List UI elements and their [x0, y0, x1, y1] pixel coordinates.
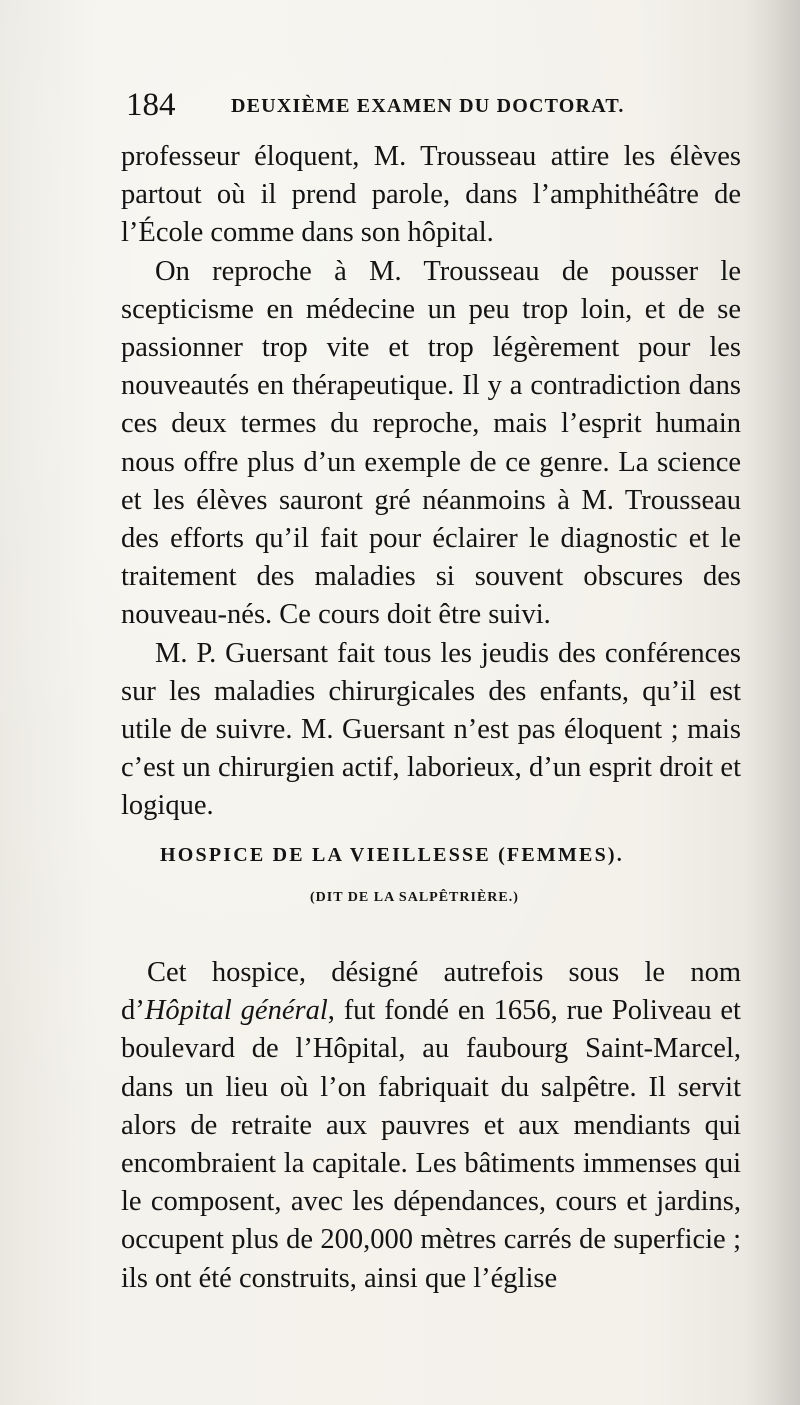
paragraph-guersant: M. P. Guersant fait tous les jeudis des conférences sur les maladies chirurgicales des enfants, qu’il est utile de suivre. M. Guersant n’est pas éloquent ; mais c’est un chirurgien actif, laborieux, d’un esprit droit et logique. [121, 637, 741, 822]
body-text-top [121, 138, 741, 826]
paragraph-trousseau: On reproche à M. Trousseau de pousser le scepticisme en médecine un peu trop loin, et de se passionner trop vite et trop légèrement pour les nouveautés en thérapeutique. Il y a contradiction dans ces deux termes du reproche, mais l’esprit humain nous offre plus d’un exemple de ce genre. La science et les élèves sauront gré néanmoins à M. Trousseau des efforts qu’il fait pour éclairer le diagnostic et le traitement des maladies si souvent obscures des nouveau-nés. Ce cours doit être suivi. [121, 255, 741, 631]
hospice-text-rest: , fut fondé en 1656, rue Poliveau et boulevard de l’Hôpital, au faubourg Saint-Marcel, dans un lieu où l’on fabriquait du salpêtre. Il servit alors de retraite aux pauvres et aux mendiants qui encombraient la capitale. Les bâtiments immenses qui le composent, avec les dépendances, cours et jardins, occupent plus de 200,000 mètres carrés de superficie ; ils ont été construits, ainsi que l’église [121, 995, 741, 1294]
paragraph-continuation: professeur éloquent, M. Trousseau attire les élèves partout où il prend parole, dans l’amphithéâtre de l’École comme dans son hôpital. [121, 141, 741, 249]
page-header [126, 85, 738, 125]
page-gutter-shadow [745, 0, 800, 1405]
hospice-text-start: Cet hospice, désigné autrefois sous le nom d’ [121, 957, 741, 1027]
running-title: DEUXIÈME EXAMEN DU DOCTORAT. [231, 95, 625, 117]
paragraph-hospice [121, 954, 741, 1298]
body-text-hospice [121, 954, 741, 1298]
page-number: 184 [126, 87, 176, 123]
section-heading: HOSPICE DE LA VIEILLESSE (FEMMES). [160, 844, 624, 866]
section-subheading: (DIT DE LA SALPÊTRIÈRE.) [310, 890, 519, 905]
hospice-italic-name: Hôpital général [144, 995, 328, 1027]
